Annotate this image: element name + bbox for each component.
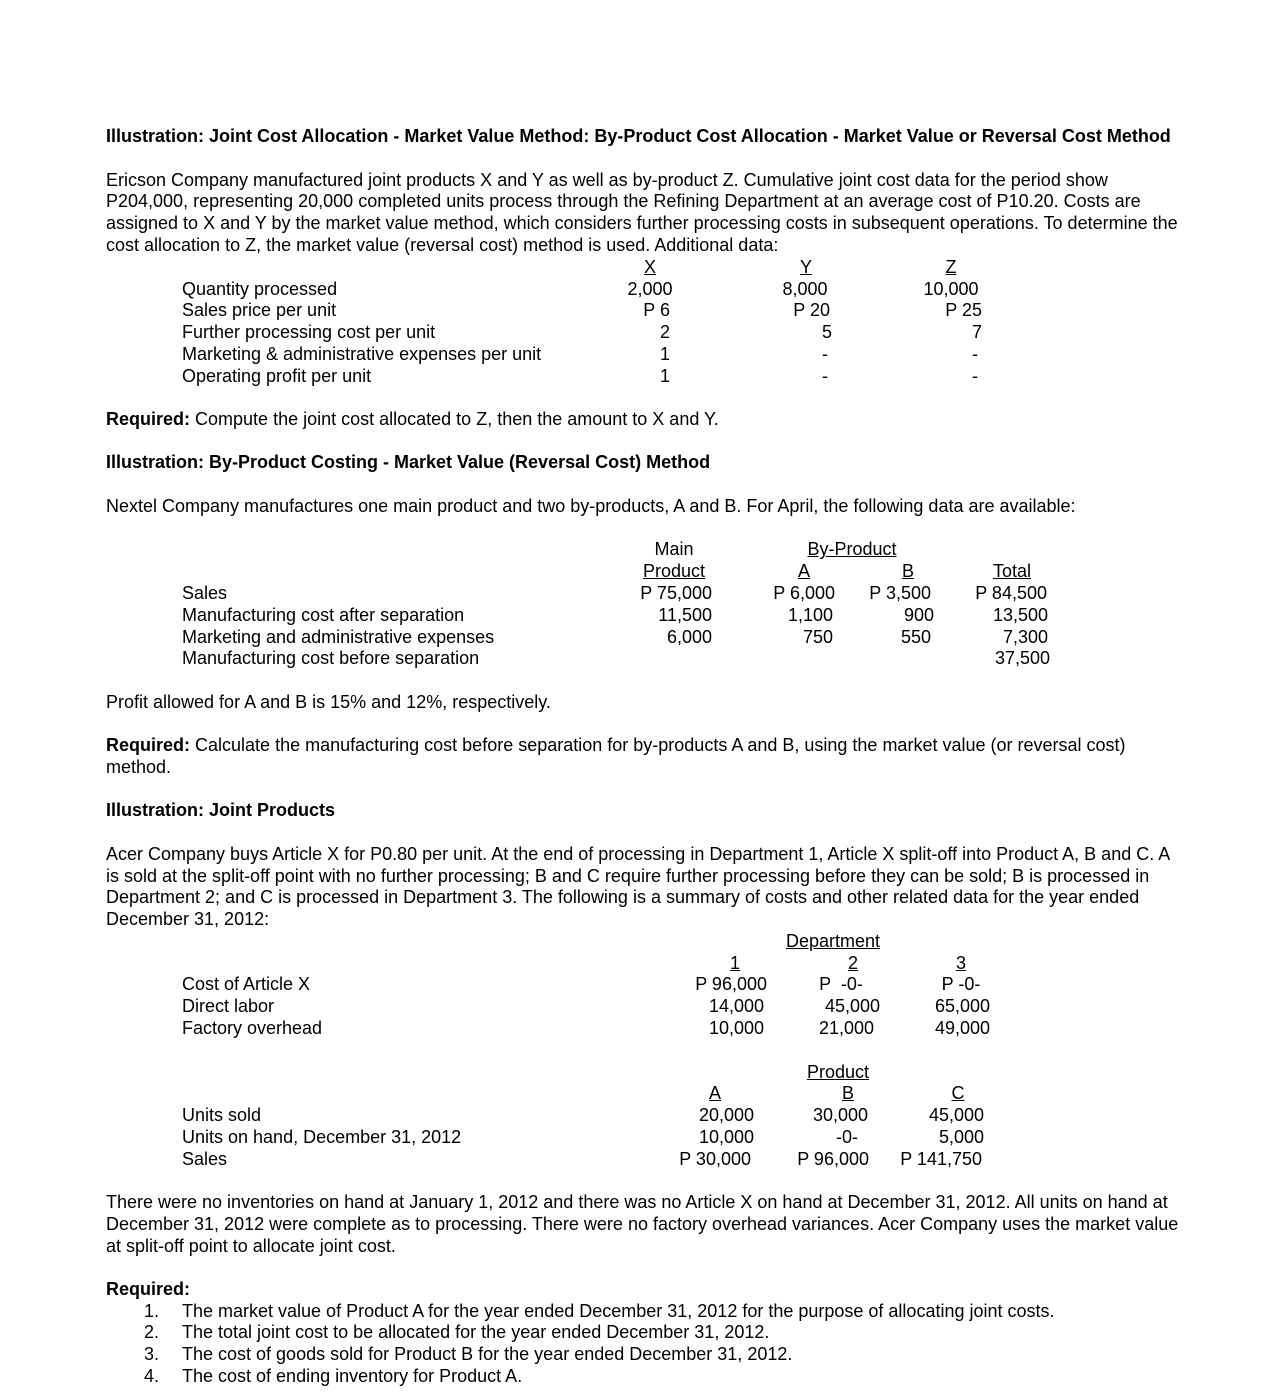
- list-item-number: 3.: [144, 1344, 160, 1365]
- cell-product-b: P 96,000: [797, 1148, 869, 1169]
- cell-dept-2: 21,000: [818, 1018, 874, 1039]
- list-item: [106, 1322, 1180, 1344]
- section3-title: Illustration: Joint Products: [106, 800, 336, 821]
- cell-x: 1: [659, 343, 670, 364]
- table-row: [106, 279, 1180, 301]
- profit-note: Profit allowed for A and B is 15% and 12%, respectively.: [106, 691, 551, 712]
- cell-a: 1,100: [787, 604, 833, 625]
- cell-x: P 6: [643, 300, 670, 321]
- cell-dept-1: P 96,000: [695, 974, 767, 995]
- cell-z: -: [972, 343, 978, 364]
- section2-title: Illustration: By-Product Costing - Market Value (Reversal Cost) Method: [106, 452, 711, 473]
- product-table: [106, 1062, 1180, 1171]
- section2-required: [106, 735, 1180, 779]
- cell-dept-2: P -0-: [819, 974, 863, 995]
- table-row: [106, 322, 1180, 344]
- list-item: [106, 1366, 1180, 1388]
- list-item-text: The market value of Product A for the year ended December 31, 2012 for the purpose of allocating joint costs.: [182, 1300, 1055, 1321]
- cell-y: -: [822, 343, 828, 364]
- cell-b: 900: [903, 604, 934, 625]
- table-row: [106, 605, 1180, 627]
- cell-product-b: -0-: [836, 1127, 858, 1148]
- list-item: [106, 1344, 1180, 1366]
- cell-x: 2: [659, 322, 670, 343]
- row-label: Cost of Article X: [182, 974, 311, 995]
- column-header-total: Total: [992, 561, 1032, 582]
- column-header-z: Z: [945, 256, 957, 277]
- column-header-main-product: Product: [642, 561, 706, 582]
- required-list: [106, 1301, 1180, 1388]
- section3-closing-paragraph: There were no inventories on hand at January 1, 2012 and there was no Article X on hand at December 31, 2012. All units on hand at December 31, 2012 were complete as to processing. There were no factory overhead variances. Acer Company uses the market value at split-off point to allocate joint cost.: [106, 1192, 1179, 1257]
- column-header-product-c: C: [951, 1083, 965, 1104]
- cell-main: 11,500: [658, 604, 712, 625]
- table-header-row: [106, 561, 1180, 583]
- column-header-dept-2: 2: [847, 952, 858, 973]
- table-header-row: [106, 257, 1180, 279]
- row-label: Units sold: [182, 1105, 262, 1126]
- list-item-number: 2.: [144, 1322, 160, 1343]
- table-row: [106, 1127, 1180, 1149]
- document-page: [106, 126, 1180, 1388]
- section2-table: [106, 539, 1180, 670]
- cell-total: 37,500: [994, 648, 1050, 669]
- table-row: [106, 627, 1180, 649]
- table-header-row: [106, 539, 1180, 561]
- cell-y: 5: [821, 322, 832, 343]
- section3-paragraph: Acer Company buys Article X for P0.80 per unit. At the end of processing in Department 1, Article X split-off into Product A, B and C. A is sold at the split-off point with no further processing; B and C require further processing before they can be sold; B is processed in Department 2; and C is processed in Department 3. The following is a summary of costs and other related data for the year ended December 31, 2012:: [106, 843, 1170, 930]
- section1-title: Illustration: Joint Cost Allocation - Market Value Method: By-Product Cost Allocation - Market Value or Reversal Cost Method: [106, 126, 1171, 146]
- list-item-number: 4.: [144, 1366, 160, 1387]
- cell-a: 750: [802, 626, 833, 647]
- cell-product-c: P 141,750: [900, 1148, 982, 1169]
- cell-z: P 25: [945, 300, 982, 321]
- row-label: Manufacturing cost after separation: [182, 604, 465, 625]
- cell-product-c: 45,000: [928, 1105, 984, 1126]
- row-label: Sales: [182, 582, 228, 603]
- table-row: [106, 1105, 1180, 1127]
- table-row: [106, 1149, 1180, 1171]
- row-label: Quantity processed: [182, 278, 338, 299]
- row-label: Marketing & administrative expenses per unit: [182, 343, 542, 364]
- list-item-number: 1.: [144, 1300, 160, 1321]
- cell-dept-1: 10,000: [708, 1018, 764, 1039]
- row-label: Units on hand, December 31, 2012: [182, 1127, 462, 1148]
- column-header-x: X: [643, 256, 656, 277]
- table-row: [106, 974, 1180, 996]
- list-item: [106, 1301, 1180, 1323]
- cell-product-b: 30,000: [812, 1105, 868, 1126]
- row-label: Marketing and administrative expenses: [182, 626, 495, 647]
- cell-main: P 75,000: [640, 582, 712, 603]
- row-label: Manufacturing cost before separation: [182, 648, 480, 669]
- cell-b: P 3,500: [869, 582, 931, 603]
- cell-y: 8,000: [782, 278, 828, 299]
- cell-dept-3: 49,000: [934, 1018, 990, 1039]
- cell-x: 2,000: [627, 278, 673, 299]
- required-label: Required:: [106, 734, 191, 755]
- cell-dept-1: 14,000: [708, 996, 764, 1017]
- cell-x: 1: [659, 365, 670, 386]
- table-row: [106, 344, 1180, 366]
- list-item-text: The total joint cost to be allocated for the year ended December 31, 2012.: [182, 1322, 770, 1343]
- required-label: Required:: [106, 409, 191, 430]
- column-header-b: B: [901, 561, 914, 582]
- table-row: [106, 366, 1180, 388]
- cell-a: P 6,000: [773, 582, 835, 603]
- cell-z: -: [972, 365, 978, 386]
- cell-dept-2: 45,000: [824, 996, 880, 1017]
- column-header-product-b: B: [841, 1083, 854, 1104]
- column-header-a: A: [797, 561, 810, 582]
- cell-product-a: 10,000: [698, 1127, 754, 1148]
- cell-dept-3: P -0-: [941, 974, 981, 995]
- cell-product-a: 20,000: [698, 1105, 754, 1126]
- table-row: [106, 996, 1180, 1018]
- section1-required: [106, 409, 1180, 431]
- row-label: Further processing cost per unit: [182, 322, 436, 343]
- row-label: Direct labor: [182, 996, 275, 1017]
- table-row: [106, 583, 1180, 605]
- department-table: [106, 931, 1180, 1040]
- column-header-y: Y: [799, 256, 812, 277]
- row-label: Factory overhead: [182, 1018, 323, 1039]
- column-header-dept-3: 3: [955, 952, 966, 973]
- section1-paragraph: Ericson Company manufactured joint products X and Y as well as by-product Z. Cumulative joint cost data for the period show P204,000, representing 20,000 completed units process through the Refining Department at an average cost of P10.20. Costs are assigned to X and Y by the market value method, which considers further processing costs in subsequent operations. To determine the cost allocation to Z, the market value (reversal cost) method is used. Additional data:: [106, 169, 1178, 255]
- cell-z: 7: [971, 322, 982, 343]
- table-row: [106, 1018, 1180, 1040]
- table-row: [106, 648, 1180, 670]
- product-group-header: Product: [806, 1061, 870, 1082]
- cell-dept-3: 65,000: [934, 996, 990, 1017]
- cell-y: -: [822, 365, 828, 386]
- row-label: Sales: [182, 1148, 228, 1169]
- cell-total: 13,500: [992, 604, 1048, 625]
- section1-table: [106, 257, 1180, 388]
- required-text: Compute the joint cost allocated to Z, then the amount to X and Y.: [195, 409, 719, 430]
- cell-b: 550: [900, 626, 931, 647]
- column-header-byproduct: By-Product: [807, 539, 897, 560]
- table-header-row: [106, 1062, 1180, 1084]
- cell-product-a: P 30,000: [679, 1148, 751, 1169]
- row-label: Operating profit per unit: [182, 365, 372, 386]
- cell-product-c: 5,000: [938, 1127, 984, 1148]
- column-header-dept-1: 1: [729, 952, 740, 973]
- required-text: Calculate the manufacturing cost before separation for by-products A and B, using the market value (or reversal cost) method.: [106, 734, 1126, 777]
- cell-main: 6,000: [666, 626, 712, 647]
- table-row: [106, 300, 1180, 322]
- section3-required-label: Required:: [106, 1278, 191, 1299]
- cell-total: 7,300: [1002, 626, 1048, 647]
- table-header-row: [106, 931, 1180, 953]
- table-header-row: [106, 953, 1180, 975]
- table-header-row: [106, 1083, 1180, 1105]
- cell-z: 10,000: [923, 278, 979, 299]
- column-header-product-a: A: [708, 1083, 721, 1104]
- cell-y: P 20: [793, 300, 830, 321]
- department-group-header: Department: [785, 930, 881, 951]
- row-label: Sales price per unit: [182, 300, 337, 321]
- section2-paragraph: Nextel Company manufactures one main product and two by-products, A and B. For April, the following data are available:: [106, 495, 1076, 516]
- column-header-main: Main: [654, 539, 694, 560]
- cell-total: P 84,500: [975, 582, 1047, 603]
- list-item-text: The cost of goods sold for Product B for the year ended December 31, 2012.: [182, 1344, 793, 1365]
- list-item-text: The cost of ending inventory for Product A.: [182, 1366, 523, 1387]
